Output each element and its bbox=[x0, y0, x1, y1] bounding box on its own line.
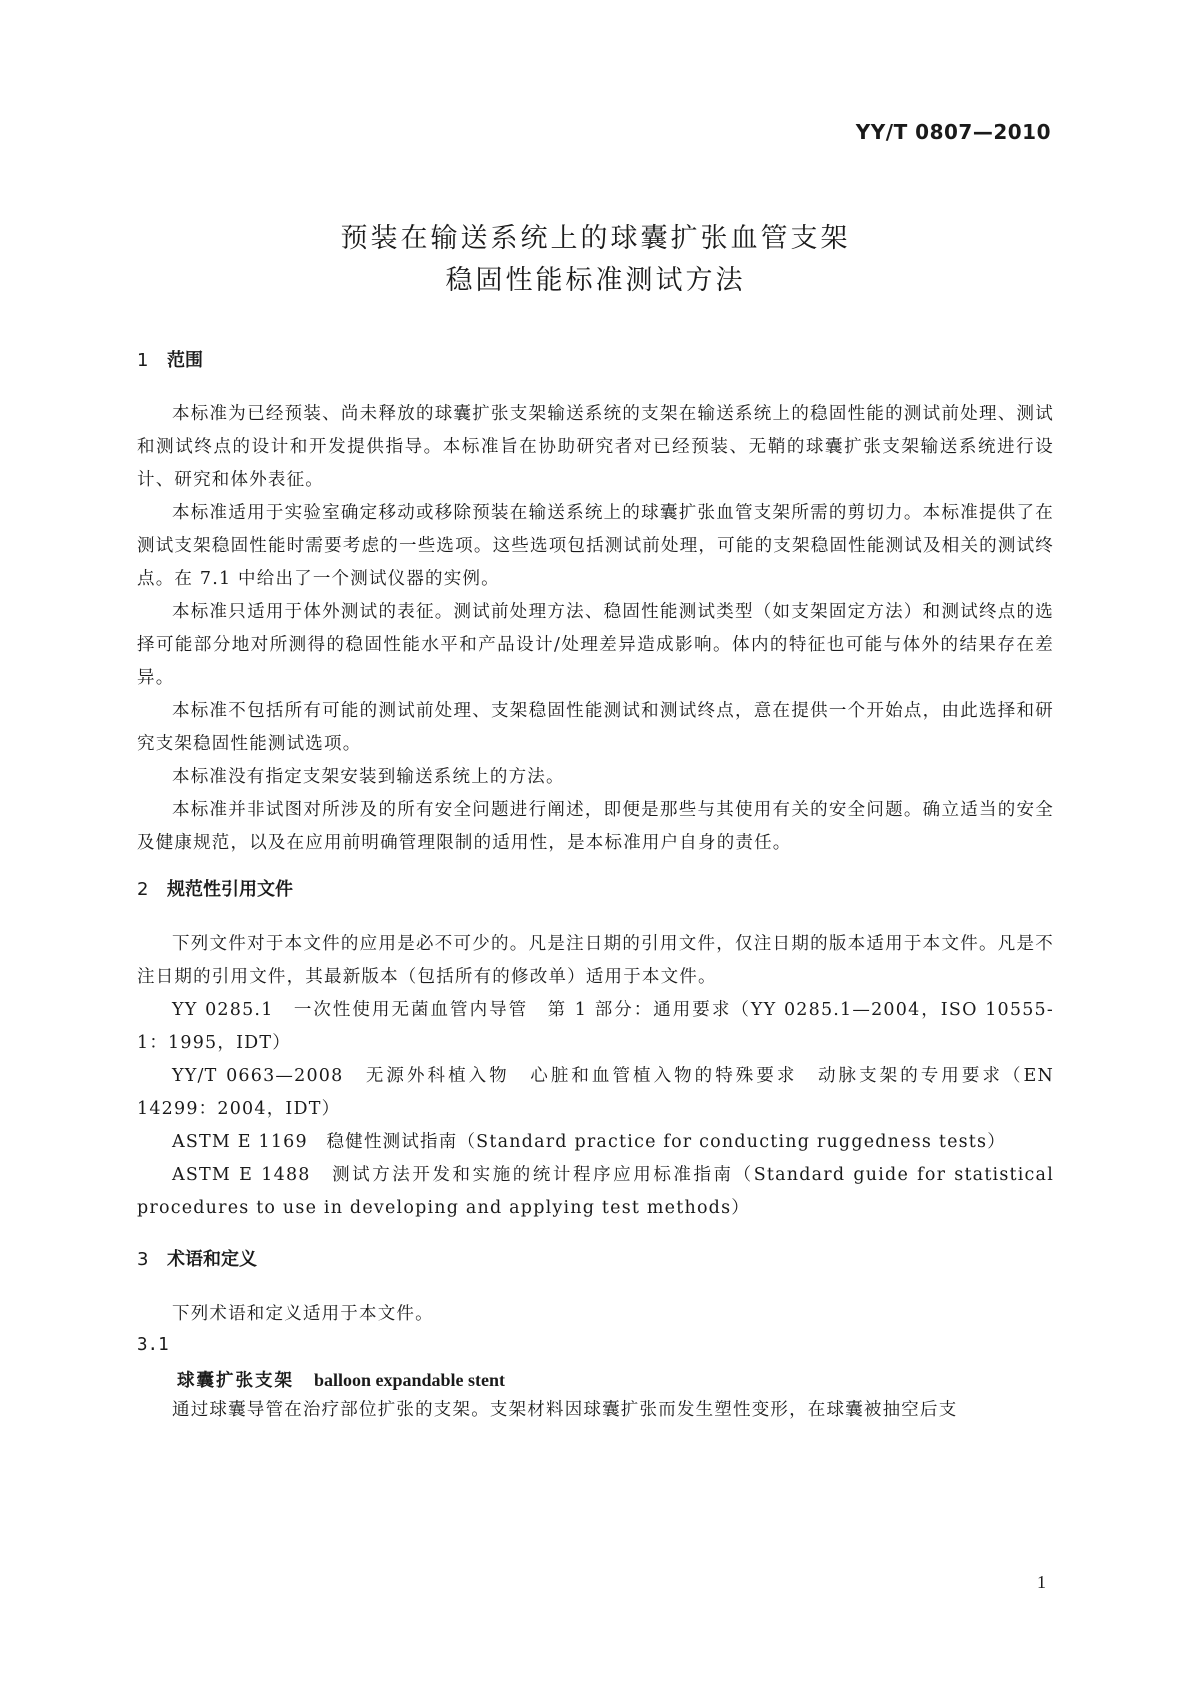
section1-paragraph: 本标准只适用于体外测试的表征。测试前处理方法、稳固性能测试类型（如支架固定方法）和测试终点的选择可能部分地对所测得的稳固性能水平和产品设计/处理差异造成影响。体内的特征也可能与体外的结果存在差异。 bbox=[137, 602, 1054, 688]
term-definition bbox=[137, 1394, 1054, 1427]
section3-heading bbox=[137, 1245, 257, 1271]
reference-item: ASTM E 1488 测试方法开发和实施的统计程序应用标准指南（Standard guide for statistical procedures to use in developing and applying test methods） bbox=[137, 1165, 1054, 1218]
section3-number: 3 bbox=[137, 1249, 149, 1270]
section2-intro: 下列文件对于本文件的应用是必不可少的。凡是注日期的引用文件，仅注日期的版本适用于本文件。凡是不注日期的引用文件，其最新版本（包括所有的修改单）适用于本文件。 bbox=[137, 934, 1054, 987]
reference-item: ASTM E 1169 稳健性测试指南（Standard practice for conducting ruggedness tests） bbox=[172, 1132, 1006, 1152]
reference-item: YY/T 0663—2008 无源外科植入物 心脏和血管植入物的特殊要求 动脉支架的专用要求（EN 14299：2004，IDT） bbox=[137, 1066, 1054, 1119]
section1-title: 范围 bbox=[167, 350, 203, 371]
term-en: balloon expandable stent bbox=[314, 1370, 506, 1390]
reference-item: YY 0285.1 一次性使用无菌血管内导管 第 1 部分：通用要求（YY 0285.1—2004，ISO 10555-1：1995，IDT） bbox=[137, 1000, 1054, 1053]
term-heading bbox=[177, 1367, 505, 1392]
standard-code: YY/T 0807—2010 bbox=[855, 120, 1051, 144]
section3-title: 术语和定义 bbox=[167, 1249, 257, 1270]
document-title-line1: 预装在输送系统上的球囊扩张血管支架 bbox=[340, 223, 851, 254]
section2-body bbox=[137, 928, 1054, 1225]
section1-number: 1 bbox=[137, 350, 149, 371]
page-number: 1 bbox=[1037, 1572, 1046, 1592]
term-zh: 球囊扩张支架 bbox=[177, 1371, 294, 1391]
section1-paragraph: 本标准没有指定支架安装到输送系统上的方法。 bbox=[172, 767, 565, 787]
section1-paragraph: 本标准为已经预装、尚未释放的球囊扩张支架输送系统的支架在输送系统上的稳固性能的测试前处理、测试和测试终点的设计和开发提供指导。本标准旨在协助研究者对已经预装、无鞘的球囊扩张支架输送系统进行设计、研究和体外表征。 bbox=[137, 404, 1054, 490]
section2-number: 2 bbox=[137, 879, 149, 900]
section2-heading bbox=[137, 875, 293, 901]
section1-heading bbox=[137, 346, 203, 372]
section1-body bbox=[137, 398, 1054, 860]
term-definition-text: 通过球囊导管在治疗部位扩张的支架。支架材料因球囊扩张而发生塑性变形，在球囊被抽空后支 bbox=[172, 1400, 958, 1420]
section3-intro bbox=[137, 1298, 1054, 1331]
document-title-line2: 稳固性能标准测试方法 bbox=[445, 265, 746, 296]
section3-intro-text: 下列术语和定义适用于本文件。 bbox=[172, 1304, 434, 1324]
section1-paragraph: 本标准并非试图对所涉及的所有安全问题进行阐述，即便是那些与其使用有关的安全问题。确立适当的安全及健康规范，以及在应用前明确管理限制的适用性，是本标准用户自身的责任。 bbox=[137, 800, 1054, 853]
section1-paragraph: 本标准适用于实验室确定移动或移除预装在输送系统上的球囊扩张血管支架所需的剪切力。本标准提供了在测试支架稳固性能时需要考虑的一些选项。这些选项包括测试前处理，可能的支架稳固性能测试及相关的测试终点。在 7.1 中给出了一个测试仪器的实例。 bbox=[137, 503, 1054, 589]
term-number: 3.1 bbox=[137, 1335, 169, 1355]
section1-paragraph: 本标准不包括所有可能的测试前处理、支架稳固性能测试和测试终点，意在提供一个开始点，由此选择和研究支架稳固性能测试选项。 bbox=[137, 701, 1054, 754]
section2-title: 规范性引用文件 bbox=[167, 879, 293, 900]
